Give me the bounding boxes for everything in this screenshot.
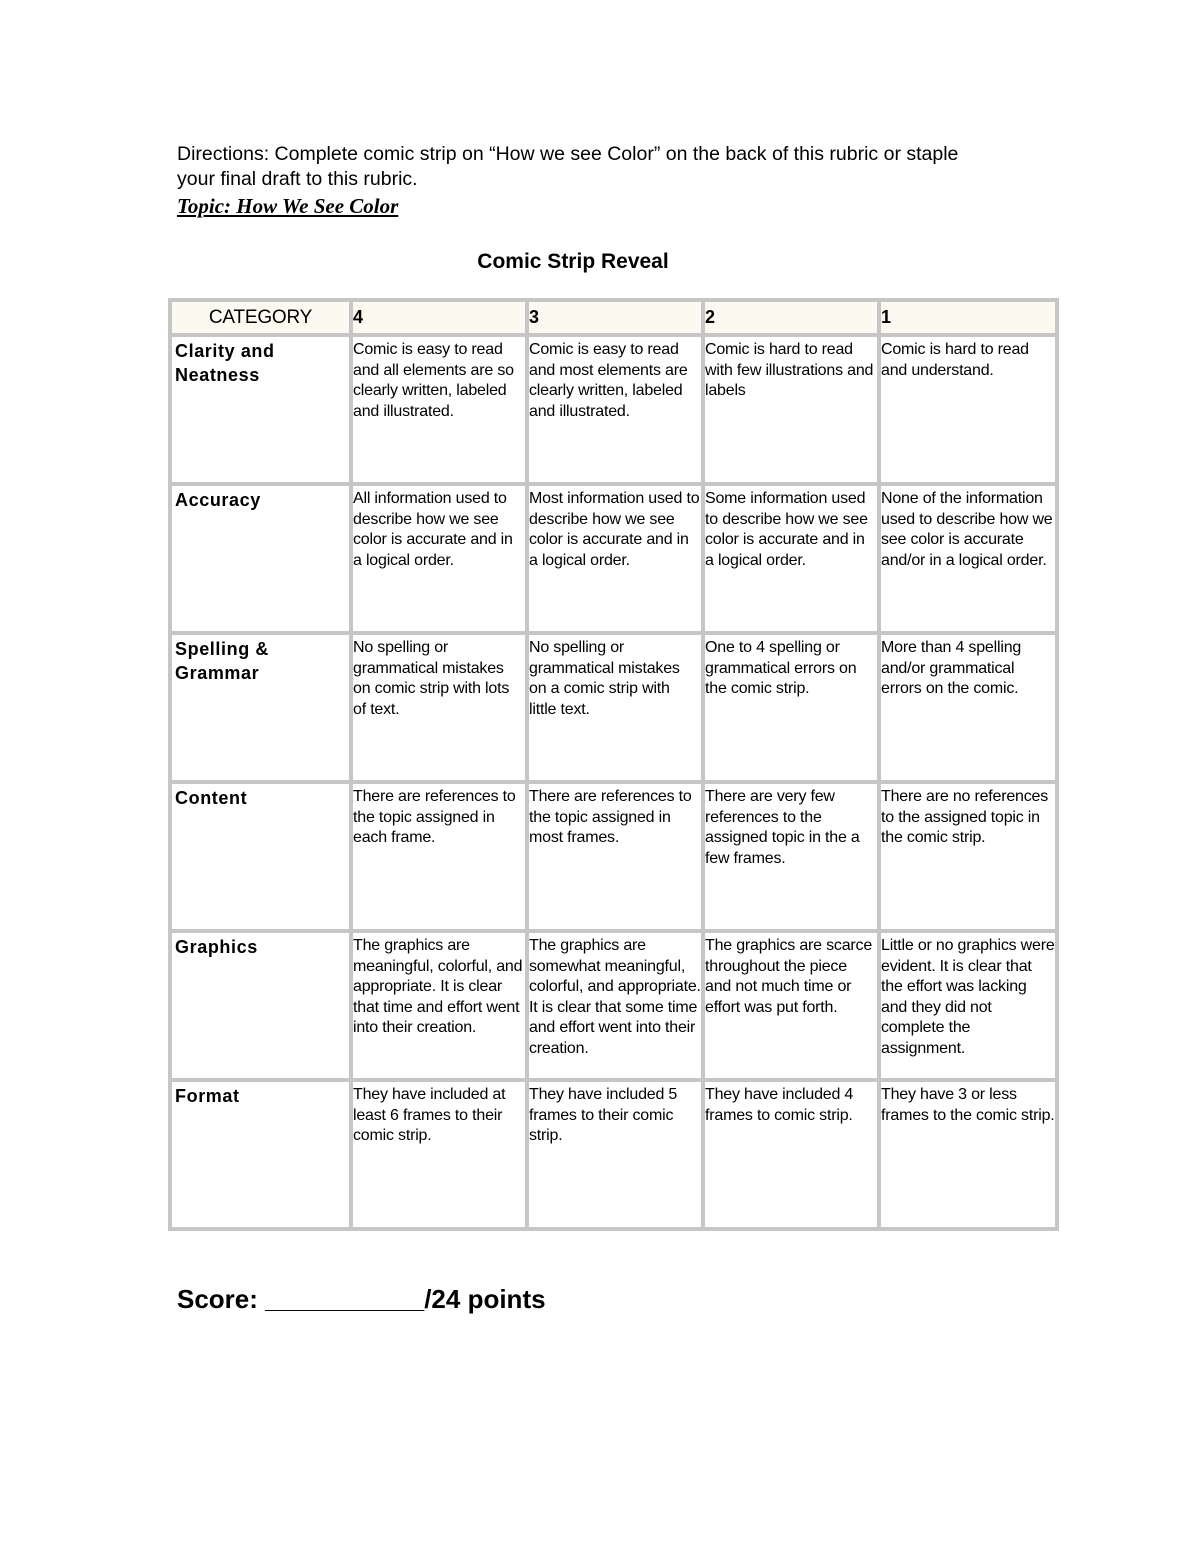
rubric-cell: Comic is hard to read with few illustrations and labels: [705, 337, 877, 482]
rubric-cell: They have 3 or less frames to the comic strip.: [881, 1082, 1055, 1227]
table-row: [172, 784, 1055, 929]
header-row: [172, 302, 1055, 333]
rubric-cell: Comic is easy to read and all elements are so clearly written, labeled and illustrated.: [353, 337, 525, 482]
rubric-cell: No spelling or grammatical mistakes on a comic strip with little text.: [529, 635, 701, 780]
rubric-cell: The graphics are somewhat meaningful, colorful, and appropriate. It is clear that some time and effort went into their creation.: [529, 933, 701, 1078]
table-row: [172, 635, 1055, 780]
rubric-cell: None of the information used to describe how we see color is accurate and/or in a logical order.: [881, 486, 1055, 631]
rubric-cell: One to 4 spelling or grammatical errors on the comic strip.: [705, 635, 877, 780]
rubric-cell: All information used to describe how we see color is accurate and in a logical order.: [353, 486, 525, 631]
table-row: [172, 337, 1055, 482]
rubric-cell: Comic is hard to read and understand.: [881, 337, 1055, 482]
table-row: [172, 1082, 1055, 1227]
rubric-cell: More than 4 spelling and/or grammatical errors on the comic.: [881, 635, 1055, 780]
topic-heading: Topic: How We See Color: [177, 194, 399, 218]
table-row: [172, 486, 1055, 631]
directions-text: Directions: Complete comic strip on “How we see Color” on the back of this rubric or staple your final draft to this rubric.: [177, 143, 959, 190]
header-score-1: 1: [881, 302, 1055, 333]
criterion-label: Accuracy: [172, 486, 349, 631]
rubric-cell: They have included at least 6 frames to their comic strip.: [353, 1082, 525, 1227]
rubric-cell: Most information used to describe how we see color is accurate and in a logical order.: [529, 486, 701, 631]
rubric-cell: There are no references to the assigned topic in the comic strip.: [881, 784, 1055, 929]
rubric-cell: The graphics are meaningful, colorful, and appropriate. It is clear that time and effort went into their creation.: [353, 933, 525, 1078]
rubric-cell: There are references to the topic assigned in each frame.: [353, 784, 525, 929]
criterion-label: Graphics: [172, 933, 349, 1078]
rubric-cell: Comic is easy to read and most elements are clearly written, labeled and illustrated.: [529, 337, 701, 482]
rubric-cell: The graphics are scarce throughout the piece and not much time or effort was put forth.: [705, 933, 877, 1078]
header-category: CATEGORY: [172, 302, 349, 333]
criterion-label: Spelling & Grammar: [172, 635, 349, 780]
rubric-table: [168, 298, 1059, 1231]
rubric-cell: There are references to the topic assigned in most frames.: [529, 784, 701, 929]
rubric-cell: Little or no graphics were evident. It is clear that the effort was lacking and they did not complete the assignment.: [881, 933, 1055, 1078]
rubric-cell: They have included 4 frames to comic strip.: [705, 1082, 877, 1227]
rubric-cell: There are very few references to the assigned topic in the a few frames.: [705, 784, 877, 929]
criterion-label: Format: [172, 1082, 349, 1227]
rubric-cell: Some information used to describe how we see color is accurate and in a logical order.: [705, 486, 877, 631]
header-score-3: 3: [529, 302, 701, 333]
criterion-label: Clarity and Neatness: [172, 337, 349, 482]
header-score-2: 2: [705, 302, 877, 333]
criterion-label: Content: [172, 784, 349, 929]
score-line: Score: ___________/24 points: [177, 1284, 546, 1314]
rubric-cell: No spelling or grammatical mistakes on comic strip with lots of text.: [353, 635, 525, 780]
header-score-4: 4: [353, 302, 525, 333]
rubric-title: Comic Strip Reveal: [477, 250, 669, 273]
rubric-cell: They have included 5 frames to their comic strip.: [529, 1082, 701, 1227]
table-row: [172, 933, 1055, 1078]
